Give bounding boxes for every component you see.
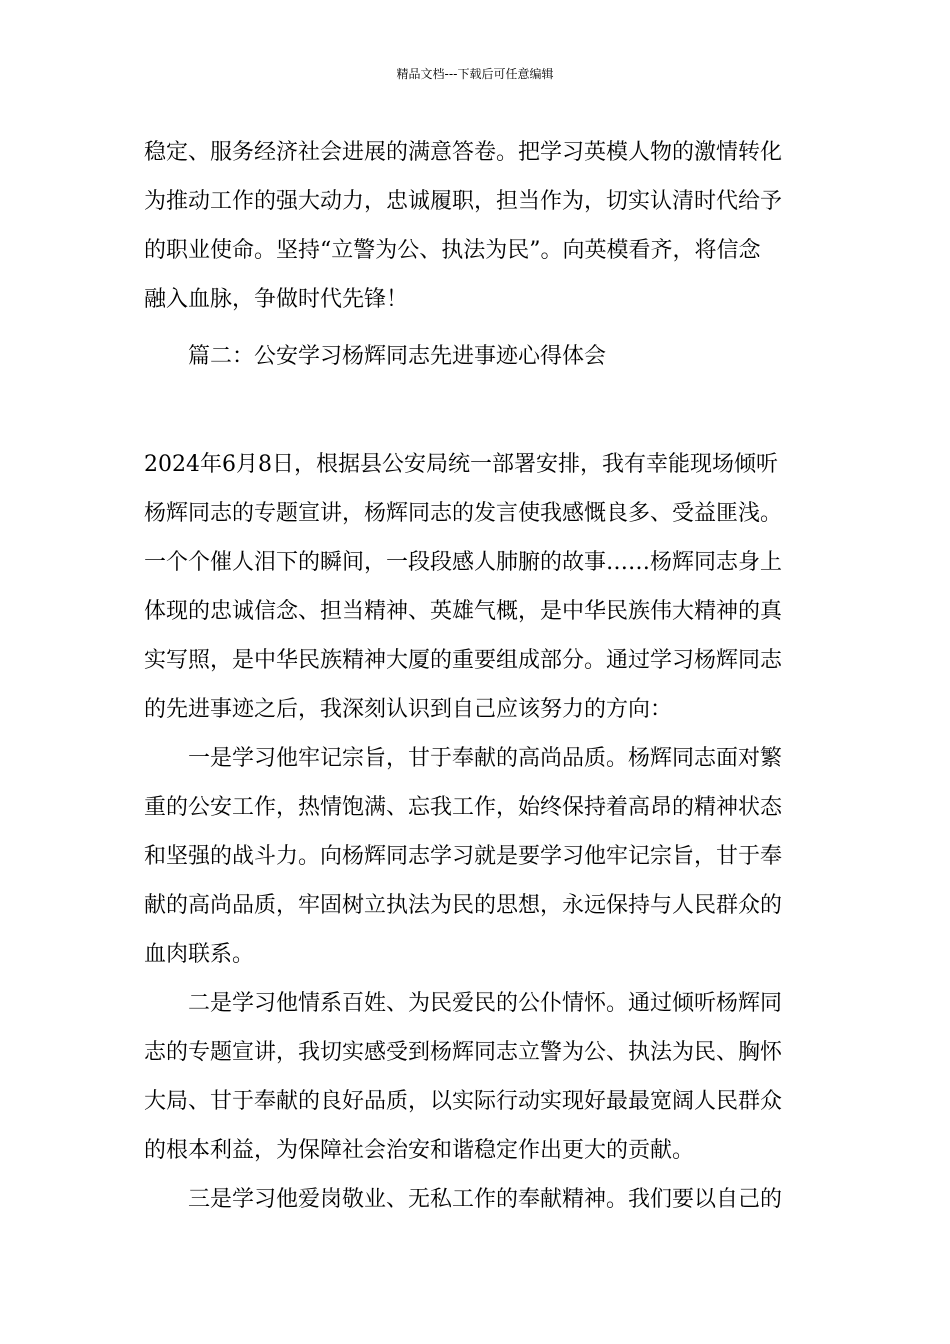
body-line: 实写照，是中华民族精神大厦的重要组成部分。通过学习杨辉同志	[144, 648, 783, 673]
body-line: 杨辉同志的专题宣讲，杨辉同志的发言使我感慨良多、受益匪浅。	[144, 501, 783, 526]
body-line: 为推动工作的强大动力，忠诚履职，担当作为，切实认清时代给予	[144, 189, 783, 214]
body-line: 血肉联系。	[144, 942, 255, 967]
body-line: 体现的忠诚信念、担当精神、英雄气概，是中华民族伟大精神的真	[144, 599, 783, 624]
body-line: 志的专题宣讲，我切实感受到杨辉同志立警为公、执法为民、胸怀	[144, 1040, 783, 1065]
body-line: 献的高尚品质，牢固树立执法为民的思想，永远保持与人民群众的	[144, 893, 783, 918]
body-line: 的根本利益，为保障社会治安和谐稳定作出更大的贡献。	[144, 1138, 695, 1163]
body-line: 重的公安工作，热情饱满、忘我工作，始终保持着高昂的精神状态	[144, 795, 783, 820]
body-line: 和坚强的战斗力。向杨辉同志学习就是要学习他牢记宗旨，甘于奉	[144, 844, 783, 869]
document-body	[144, 128, 808, 1224]
body-line: 大局、甘于奉献的良好品质，以实际行动实现好最最宽阔人民群众	[144, 1089, 783, 1114]
body-line: 二是学习他情系百姓、为民爱民的公仆情怀。通过倾听杨辉同	[144, 991, 783, 1016]
body-line: 一是学习他牢记宗旨，甘于奉献的高尚品质。杨辉同志面对繁	[144, 746, 783, 771]
page-header: 精品文档---下载后可任意编辑	[396, 67, 554, 81]
body-line: 2024年6月8日，根据县公安局统一部署安排，我有幸能现场倾听	[144, 452, 778, 477]
body-line: 融入血脉，争做时代先锋！	[144, 287, 409, 312]
body-line: 三是学习他爱岗敬业、无私工作的奉献精神。我们要以自己的	[144, 1187, 783, 1212]
body-line: 的先进事迹之后，我深刻认识到自己应该努力的方向：	[144, 697, 673, 722]
body-line: 稳定、服务经济社会进展的满意答卷。把学习英模人物的激情转化	[144, 140, 783, 165]
body-line: 的职业使命。坚持“立警为公、执法为民”。向英模看齐，将信念	[144, 238, 761, 263]
section-heading: 篇二：公安学习杨辉同志先进事迹心得体会	[144, 344, 607, 369]
body-line: 一个个催人泪下的瞬间，一段段感人肺腑的故事……杨辉同志身上	[144, 550, 783, 575]
